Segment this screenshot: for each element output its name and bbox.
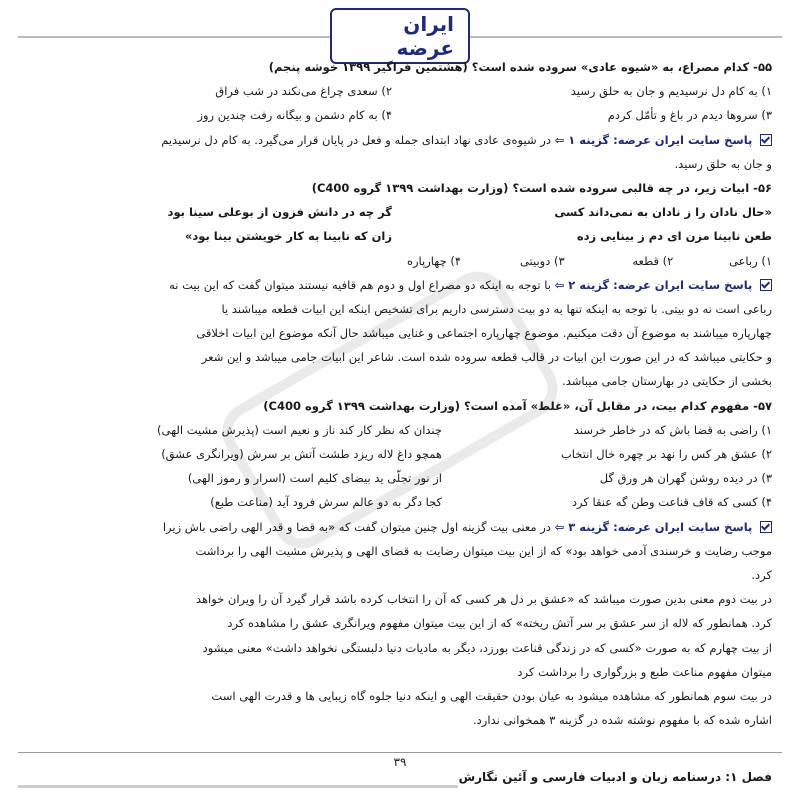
checkbox-icon <box>760 521 772 533</box>
footer-bar <box>18 785 458 788</box>
q57-option-2b: همچو داغ لاله ریزد طشت آتش بر سرش (ویرانگری عشق) <box>161 447 442 461</box>
q55-option-4: ۴) به کام دشمن و بیگانه رفت چندین روز <box>197 108 392 123</box>
q55-answer-label: پاسخ سایت ایران عرضه: گزینه ۱ ⇦ <box>554 132 753 147</box>
q57-paragraph-3-line-1: از بیت چهارم که به صورت «کسی که در زندگی قناعت بورزد، دیگر به ماديات دنیا دلبستگی نخواهد داشت» معنی میشود <box>202 640 772 655</box>
q57-option-4 <box>28 490 772 514</box>
q57-answer-line-1 <box>28 515 772 539</box>
q57-option-1 <box>28 418 772 442</box>
logo-text: ایران عرضه <box>330 8 470 64</box>
q55-option-2: ۲) سعدی چراغ می‌نکند در شب فراق <box>215 84 392 99</box>
header-rule-left <box>18 36 330 38</box>
footer-rule <box>18 752 782 753</box>
q56-options-row <box>28 249 772 273</box>
q57-option-2 <box>28 442 772 466</box>
q57-answer-label: پاسخ سایت ایران عرضه: گزینه ۳ ⇦ <box>554 519 753 534</box>
q57-option-3b: از نور تجلّی ید بیضای کلیم است (اسرار و رموز الهی) <box>187 471 442 486</box>
q56-answer-line-2: رباعی است نه دو بیتی. با توجه به اینکه تنها به دو بیت دسترسی داریم برای تشخیص اینکه این ابیات قطعه میباشند یا <box>221 301 772 316</box>
q55-option-1: ۱) به کام دل نرسیدیم و جان به حلق رسید <box>570 84 772 99</box>
chapter-title: فصل ۱: درسنامه زبان و ادبیات فارسی و آئین نگارش <box>458 770 772 784</box>
q57-paragraph-2-line-2: کرد. همانطور که لاله از سر عشق بر سر آتش ریخته» که از این بیت میتوان مفهوم ویرانگری عشق را مشاهده کرد <box>227 616 772 631</box>
q57-option-3 <box>28 466 772 490</box>
checkbox-icon <box>760 134 772 146</box>
q57-answer-line-2: موجب رضایت و خرسندی آدمی خواهد بود» که از این بیت میتوان رضایت به قضای الهی و پذیرش مشیت الهی را برداشت <box>195 543 772 558</box>
header-rule-right <box>470 36 782 38</box>
q57-option-3a: ۳) در دیده روشن گهران هر ورق گل <box>599 471 772 486</box>
q56-verse-2b: زان که نابینا به کار خویشتن بینا بود» <box>184 229 392 244</box>
q57-option-4a: ۴) کسی که قاف قناعت وطن گه عنقا کرد <box>571 495 772 510</box>
brand-logo <box>330 12 470 60</box>
q57-option-1a: ۱) راضی به قضا باش که در خاطر خرسند <box>573 422 772 437</box>
q56-answer-line-4: و حکایتی میباشد که در این صورت این ابیات در قالب قطعه سروده شده است. شاعر این ابیات جامی میباشد و این شعر <box>201 350 772 365</box>
q55-options-row-1 <box>28 79 772 103</box>
q55-answer-line-1 <box>28 128 772 152</box>
q55-answer-line-2: و جان به حلق رسید. <box>674 156 772 171</box>
q56-answer-label: پاسخ سایت ایران عرضه: گزینه ۲ ⇦ <box>554 277 753 292</box>
q56-verse-2a: طعن نابینا مزن ای دم ز بینایی زده <box>576 229 772 244</box>
q56-verse-1b: گر چه در دانش فزون از بوعلی سینا بود <box>167 205 392 220</box>
q57-paragraph-4-line-1: در بیت سوم همانطور که مشاهده میشود به عیان بودن حقیقت الهی و اینکه دنیا جلوه گاه زیبایی ها و قدرت الهی است <box>211 688 772 703</box>
q56-answer-line-3: چهارپاره میباشند به موضوع آن دقت میکنیم. موضوع چهارپاره اجتماعی و غنایی میباشد حال آنکه موضوع این ابیات اخلاقی <box>196 326 772 341</box>
q57-option-2a: ۲) عشق هر کس را نهد بر چهره خال انتخاب <box>560 447 772 461</box>
page-content <box>28 55 772 732</box>
page-number: ۳۹ <box>393 755 407 769</box>
q56-verse-1 <box>28 200 772 224</box>
q55-option-3: ۳) سروها دیدم در باغ و تأمّل کردم <box>607 108 772 123</box>
q56-verse-2 <box>28 224 772 248</box>
checkbox-icon <box>760 279 772 291</box>
question-57-title: ۵۷- مفهوم کدام بیت، در مقابل آن، «غلط» آمده است؟ (وزارت بهداشت ۱۳۹۹ گروه C400) <box>263 398 772 413</box>
q56-answer-line-5: بخشی از حکایتی در بهارستان جامی میباشد. <box>562 374 772 389</box>
q57-paragraph-4-line-2: اشاره شده که با مفهوم نوشته شده در گزینه ۳ همخوانی ندارد. <box>473 713 772 728</box>
q57-answer-line-3: کرد. <box>751 567 772 582</box>
question-56-title: ۵۶- ابیات زیر، در چه قالبی سروده شده است؟ (وزارت بهداشت ۱۳۹۹ گروه C400) <box>311 180 772 195</box>
q57-option-1b: چندان که نظر کار کند ناز و نعیم است (پذیرش مشیت الهی) <box>157 422 442 437</box>
q57-answer-text-1: در معنی بیت گزینه اول چنین میتوان گفت که «به قضا و قدر الهی راضی باش زیرا <box>162 519 551 534</box>
q56-answer-line-1 <box>28 273 772 297</box>
q57-option-4b: کجا دگر به دو عالم سرش فرود آید (مناعت طبع) <box>210 495 442 510</box>
question-55-title: ۵۵- کدام مصراع، به «شیوه عادی» سروده شده است؟ (هشتمین فراگیر ۱۳۹۹ خوشه پنجم) <box>268 60 772 74</box>
q56-option-2: ۲) قطعه <box>632 253 674 268</box>
q57-paragraph-2-line-1: در بیت دوم معنی بدین صورت میباشد که «عشق بر دل هر کسی که آن را انتخاب کرده باشد قرار گیرد آن را ویران خواهد <box>195 592 772 607</box>
q55-options-row-2 <box>28 103 772 127</box>
q56-option-3: ۳) دوبیتی <box>519 253 565 268</box>
q57-paragraph-3-line-2: میتوان مفهوم مناعت طبع و بزرگواری را برداشت کرد <box>517 664 772 679</box>
q56-option-4: ۴) چهارپاره <box>406 253 462 268</box>
q55-answer-text-1: در شیوه‌ی عادی نهاد ابتدای جمله و فعل در پایان قرار می‌گیرد. به کام دل نرسیدیم <box>161 132 551 147</box>
q56-answer-text-1: با توجه به اینکه دو مصراع اول و دوم هم قافیه نیستند میتوان گفت که این بیت نه <box>169 277 551 292</box>
q56-option-1: ۱) رباعی <box>728 253 772 268</box>
q56-verse-1a: «حال نادان را ز نادان به نمی‌داند کسی <box>554 205 772 220</box>
